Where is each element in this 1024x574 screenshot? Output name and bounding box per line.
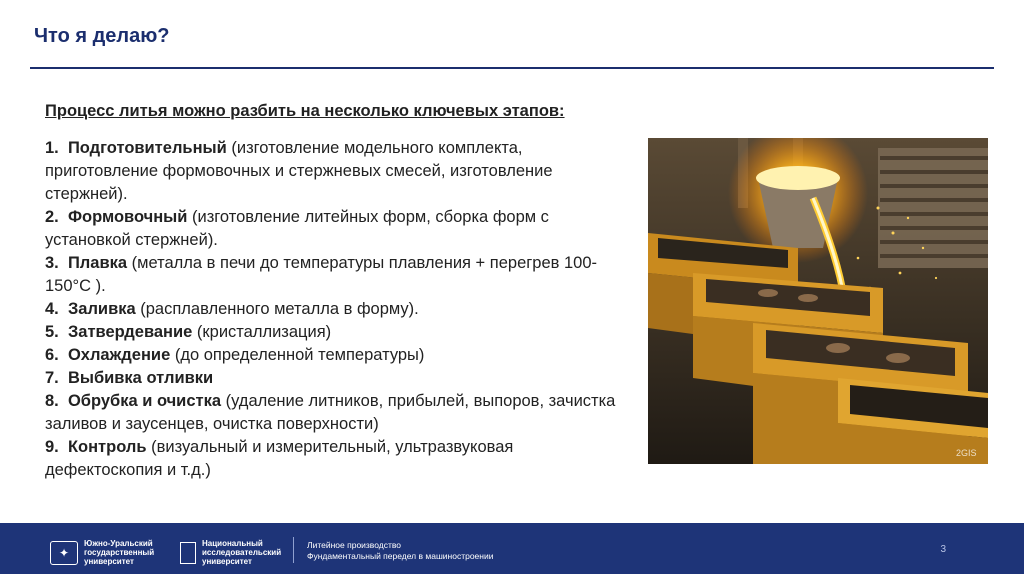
course-subtitle: Фундаментальный передел в машиностроении (307, 551, 494, 561)
title-divider (30, 67, 994, 69)
slide-title: Что я делаю? (34, 25, 170, 47)
stage-description: (изготовление литейных форм, сборка форм с установкой стержней). (45, 208, 549, 249)
stage-item (45, 436, 635, 482)
stage-list (45, 137, 635, 482)
stage-item (45, 321, 635, 344)
stage-number: 6. (45, 346, 59, 364)
stage-item (45, 390, 635, 436)
stage-description: (расплавленного металла в форму). (135, 300, 419, 318)
stage-number: 7. (45, 369, 59, 387)
stage-description: (визуальный и измерительный, ультразвуковая дефектоскопия и т.д.) (45, 438, 514, 479)
stage-number: 2. (45, 208, 59, 226)
slide-content (45, 100, 635, 482)
university-logo (50, 539, 154, 566)
research-university-logo-icon (180, 542, 196, 564)
photo-watermark: 2GIS (956, 448, 977, 458)
stage-name: Заливка (67, 300, 136, 318)
stage-description: (удаление литников, прибылей, выпоров, зачистка заливов и заусенцев, очистка поверхности) (45, 392, 616, 433)
stage-item (45, 367, 635, 390)
casting-photo (648, 138, 988, 464)
stage-number: 1. (45, 139, 59, 157)
stage-item (45, 252, 635, 298)
university-name: Южно-Уральский государственный университет (84, 539, 155, 566)
casting-illustration (648, 138, 988, 464)
footer-bar (0, 523, 1024, 574)
stage-name: Формовочный (67, 208, 188, 226)
course-title: Литейное производство (307, 540, 402, 550)
stage-name: Плавка (67, 254, 128, 272)
stage-item (45, 137, 635, 206)
stage-name: Выбивка отливки (67, 369, 214, 387)
stage-item (45, 206, 635, 252)
stage-number: 9. (45, 438, 59, 456)
stage-description: (металла в печи до температуры плавления + перегрев 100-150°C ). (45, 254, 597, 295)
stage-name: Обрубка и очистка (67, 392, 222, 410)
stage-name: Охлаждение (67, 346, 171, 364)
stage-number: 3. (45, 254, 59, 272)
course-info (307, 540, 493, 562)
footer-separator (293, 537, 294, 563)
stage-number: 8. (45, 392, 59, 410)
research-university-logo (180, 539, 282, 566)
university-logo-icon: ✦ (50, 541, 78, 565)
research-university-name: Национальный исследовательский университет (202, 539, 282, 566)
stage-number: 4. (45, 300, 59, 318)
stage-description: (кристаллизация) (192, 323, 332, 341)
stage-number: 5. (45, 323, 59, 341)
stage-item (45, 298, 635, 321)
stage-description: (изготовление модельного комплекта, приготовление формовочных и стержневых смесей, изготовление стержней). (45, 139, 553, 203)
stage-name: Затвердевание (67, 323, 193, 341)
stage-name: Подготовительный (67, 139, 227, 157)
page-number: 3 (940, 544, 946, 555)
stage-item (45, 344, 635, 367)
stage-description: (до определенной температуры) (170, 346, 425, 364)
intro-text: Процесс литья можно разбить на несколько ключевых этапов: (45, 102, 565, 120)
stage-name: Контроль (67, 438, 147, 456)
